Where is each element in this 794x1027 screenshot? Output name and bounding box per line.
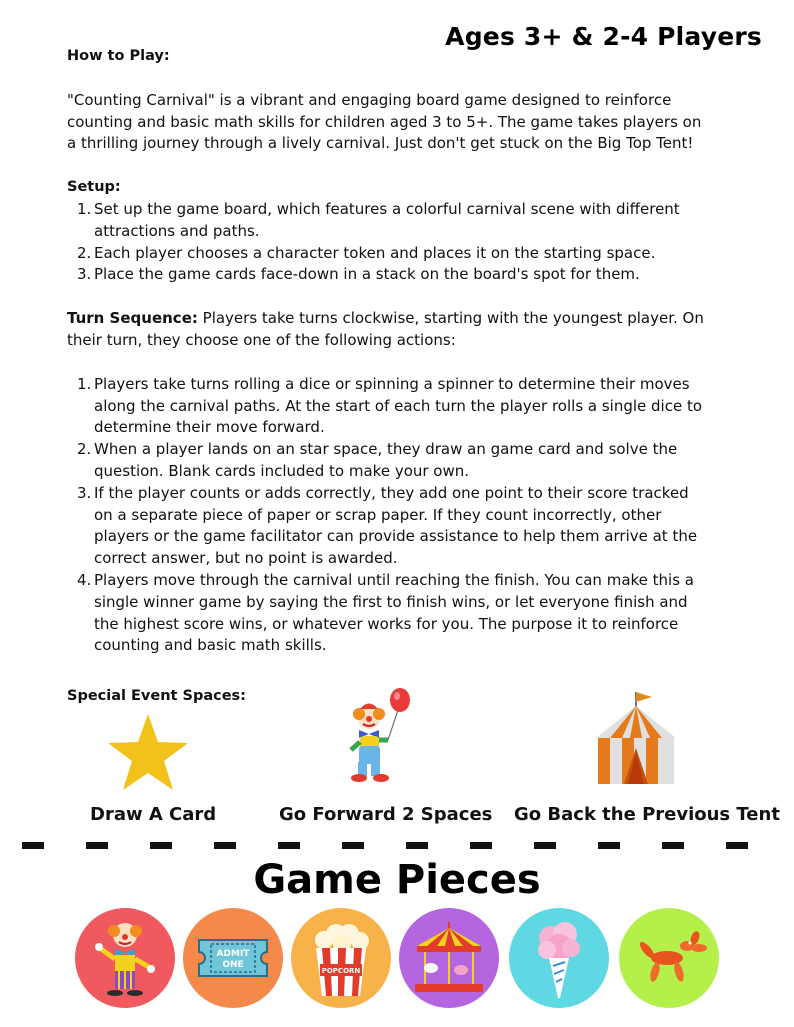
list-item: 2. Each player chooses a character token and places it on the starting space. <box>77 243 656 262</box>
popcorn-icon <box>306 918 376 998</box>
turn-sequence-label: Turn Sequence: <box>67 309 198 328</box>
turn-sequence-paragraph: Turn Sequence: Players take turns clockwise, starting with the youngest player. On their turn, they choose one of the following actions: <box>67 309 704 349</box>
list-item: 2. When a player lands on an star space, they draw an game card and solve the question. Blank cards included to make your own. <box>77 440 678 480</box>
ticket-line-1: ADMIT <box>216 949 250 959</box>
clown-icon <box>85 915 165 1001</box>
turn-sequence-list <box>67 374 707 657</box>
clown-balloon-icon <box>346 688 416 792</box>
star-icon <box>106 712 190 796</box>
circus-tent-icon <box>590 690 682 790</box>
setup-label: Setup: <box>67 179 121 196</box>
piece-balloon-dog <box>619 908 719 1008</box>
list-item: 4. Players move through the carnival until reaching the finish. You can make this a single winner game by saying the first to finish wins, or let everyone finish and the highest score wins, or whatever works for you. The purpose it to reinforce counting and basic math skills. <box>77 570 694 655</box>
instructions <box>67 46 707 657</box>
ticket-line-2: ONE <box>222 960 244 970</box>
piece-ticket <box>183 908 283 1008</box>
list-item: 3. Place the game cards face-down in a stack on the board's spot for them. <box>77 265 640 284</box>
list-item: 3. If the player counts or adds correctly, they add one point to their score tracked on a separate piece of paper or scrap paper. If they count incorrectly, other players or the game facilitator can provide assistance to help them arrive at the correct answer, but no point is awarded. <box>77 483 698 568</box>
how-to-play-label: How to Play: <box>67 48 170 64</box>
dashed-divider <box>22 842 774 849</box>
piece-carousel <box>399 908 499 1008</box>
piece-popcorn <box>291 908 391 1008</box>
carousel-icon <box>409 918 489 998</box>
setup-list <box>67 199 707 286</box>
cotton-candy-icon <box>529 916 589 1000</box>
draw-card-label: Draw A Card <box>90 804 217 825</box>
game-pieces-title: Game Pieces <box>253 857 541 903</box>
special-events-label: Special Event Spaces: <box>67 688 246 704</box>
balloon-dog-icon <box>629 928 709 988</box>
popcorn-label: POPCORN <box>321 967 361 975</box>
special-events <box>0 688 794 828</box>
intro-paragraph: "Counting Carnival" is a vibrant and engaging board game designed to reinforce counting and basic math skills for children aged 3 to 5+. The game takes players on a thrilling journey through a lively carnival. Just don't get stuck on the Big Top Tent! <box>67 90 702 153</box>
list-item: 1. Players take turns rolling a dice or spinning a spinner to determine their moves along the carnival paths. At the start of each turn the player rolls a single dice to determine their move forward. <box>77 374 703 437</box>
piece-cotton-candy <box>509 908 609 1008</box>
go-back-label: Go Back the Previous Tent <box>514 804 780 825</box>
ages-players-heading: Ages 3+ & 2-4 Players <box>445 22 762 51</box>
list-item: 1. Set up the game board, which features a colorful carnival scene with different attractions and paths. <box>77 199 680 240</box>
go-forward-label: Go Forward 2 Spaces <box>279 804 493 825</box>
piece-clown <box>75 908 175 1008</box>
ticket-icon <box>193 928 273 988</box>
